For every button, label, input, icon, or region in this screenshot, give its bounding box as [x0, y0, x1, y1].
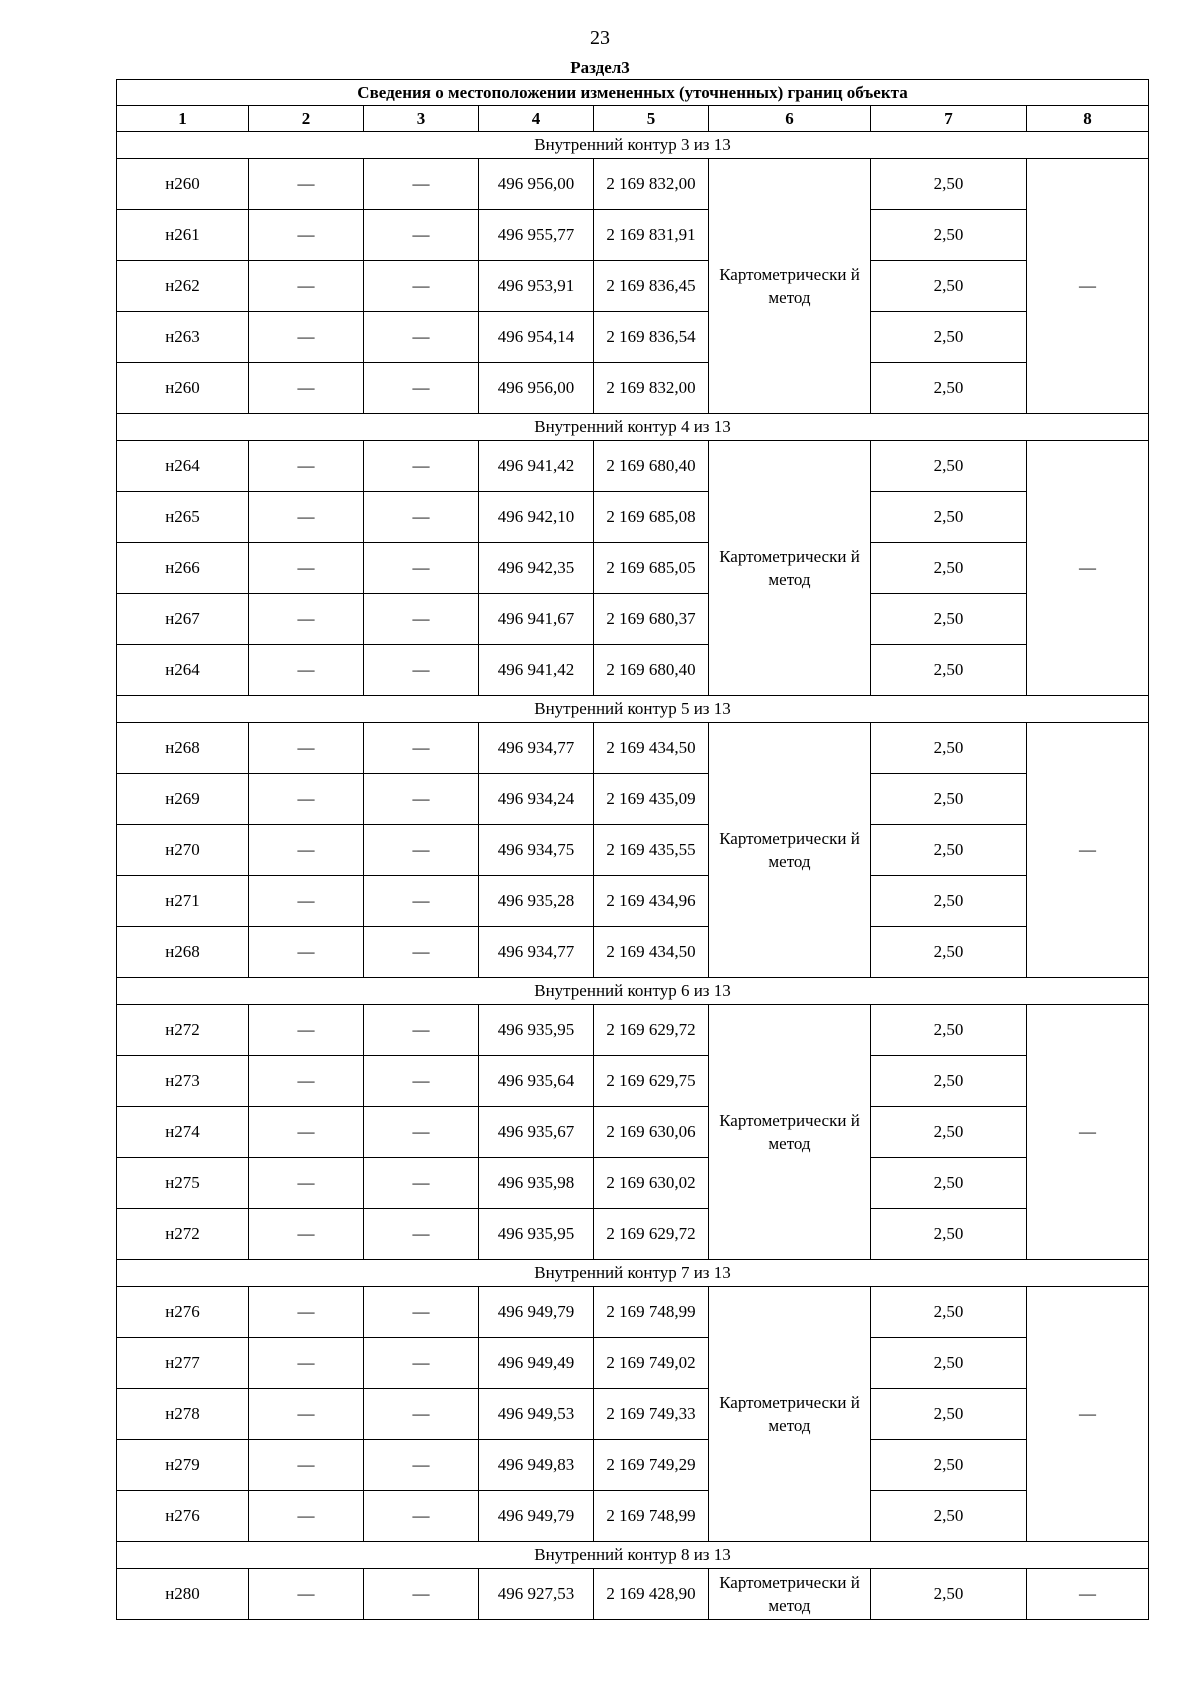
contour-header-row: [117, 132, 1149, 159]
column-3-cell: —: [364, 261, 479, 312]
y-coordinate-cell: 2 169 434,96: [594, 876, 709, 927]
y-coordinate-cell: 2 169 680,40: [594, 645, 709, 696]
column-2-cell: —: [249, 363, 364, 414]
column-2-cell: —: [249, 492, 364, 543]
column-3-cell: —: [364, 825, 479, 876]
table-row: [117, 1569, 1149, 1620]
accuracy-cell: 2,50: [871, 645, 1027, 696]
x-coordinate-cell: 496 942,35: [479, 543, 594, 594]
y-coordinate-cell: 2 169 428,90: [594, 1569, 709, 1620]
x-coordinate-cell: 496 955,77: [479, 210, 594, 261]
table-row: [117, 543, 1149, 594]
y-coordinate-cell: 2 169 629,72: [594, 1209, 709, 1260]
column-8-cell: —: [1027, 441, 1149, 696]
column-2-cell: —: [249, 543, 364, 594]
y-coordinate-cell: 2 169 685,08: [594, 492, 709, 543]
point-name-cell: н269: [117, 774, 249, 825]
point-name-cell: н276: [117, 1491, 249, 1542]
accuracy-cell: 2,50: [871, 1056, 1027, 1107]
y-coordinate-cell: 2 169 831,91: [594, 210, 709, 261]
point-name-cell: н260: [117, 363, 249, 414]
table-row: [117, 441, 1149, 492]
contour-label: Внутренний контур 8 из 13: [117, 1542, 1149, 1569]
column-2-cell: —: [249, 1389, 364, 1440]
column-3-cell: —: [364, 594, 479, 645]
x-coordinate-cell: 496 935,28: [479, 876, 594, 927]
y-coordinate-cell: 2 169 680,40: [594, 441, 709, 492]
y-coordinate-cell: 2 169 832,00: [594, 363, 709, 414]
y-coordinate-cell: 2 169 629,72: [594, 1005, 709, 1056]
column-number-row: [117, 106, 1149, 132]
contour-header-row: [117, 978, 1149, 1005]
x-coordinate-cell: 496 953,91: [479, 261, 594, 312]
x-coordinate-cell: 496 941,67: [479, 594, 594, 645]
x-coordinate-cell: 496 934,24: [479, 774, 594, 825]
x-coordinate-cell: 496 934,75: [479, 825, 594, 876]
table-row: [117, 1107, 1149, 1158]
point-name-cell: н279: [117, 1440, 249, 1491]
contour-label: Внутренний контур 6 из 13: [117, 978, 1149, 1005]
y-coordinate-cell: 2 169 836,45: [594, 261, 709, 312]
x-coordinate-cell: 496 935,95: [479, 1005, 594, 1056]
table-row: [117, 312, 1149, 363]
table-row: [117, 1005, 1149, 1056]
accuracy-cell: 2,50: [871, 1209, 1027, 1260]
x-coordinate-cell: 496 941,42: [479, 645, 594, 696]
x-coordinate-cell: 496 949,79: [479, 1491, 594, 1542]
accuracy-cell: 2,50: [871, 210, 1027, 261]
method-cell: Картометрически й метод: [709, 1287, 871, 1542]
column-3-cell: —: [364, 159, 479, 210]
column-2-cell: —: [249, 774, 364, 825]
column-2-cell: —: [249, 1287, 364, 1338]
column-3-cell: —: [364, 1005, 479, 1056]
point-name-cell: н277: [117, 1338, 249, 1389]
column-3-cell: —: [364, 876, 479, 927]
column-2-cell: —: [249, 312, 364, 363]
contour-label: Внутренний контур 5 из 13: [117, 696, 1149, 723]
contour-header-row: [117, 1542, 1149, 1569]
accuracy-cell: 2,50: [871, 261, 1027, 312]
y-coordinate-cell: 2 169 749,33: [594, 1389, 709, 1440]
x-coordinate-cell: 496 949,49: [479, 1338, 594, 1389]
point-name-cell: н268: [117, 927, 249, 978]
point-name-cell: н260: [117, 159, 249, 210]
column-8-cell: —: [1027, 1005, 1149, 1260]
accuracy-cell: 2,50: [871, 1569, 1027, 1620]
column-3-cell: —: [364, 1209, 479, 1260]
table-row: [117, 876, 1149, 927]
column-3-cell: —: [364, 774, 479, 825]
x-coordinate-cell: 496 935,67: [479, 1107, 594, 1158]
table-row: [117, 1287, 1149, 1338]
point-name-cell: н272: [117, 1005, 249, 1056]
point-name-cell: н274: [117, 1107, 249, 1158]
point-name-cell: н263: [117, 312, 249, 363]
column-2-cell: —: [249, 261, 364, 312]
accuracy-cell: 2,50: [871, 774, 1027, 825]
point-name-cell: н264: [117, 441, 249, 492]
point-name-cell: н266: [117, 543, 249, 594]
column-3-cell: —: [364, 1338, 479, 1389]
x-coordinate-cell: 496 949,53: [479, 1389, 594, 1440]
y-coordinate-cell: 2 169 435,55: [594, 825, 709, 876]
accuracy-cell: 2,50: [871, 1107, 1027, 1158]
y-coordinate-cell: 2 169 748,99: [594, 1491, 709, 1542]
y-coordinate-cell: 2 169 434,50: [594, 927, 709, 978]
table-row: [117, 825, 1149, 876]
x-coordinate-cell: 496 954,14: [479, 312, 594, 363]
column-3-cell: —: [364, 927, 479, 978]
column-number: 8: [1027, 106, 1149, 132]
x-coordinate-cell: 496 949,83: [479, 1440, 594, 1491]
point-name-cell: н267: [117, 594, 249, 645]
accuracy-cell: 2,50: [871, 825, 1027, 876]
column-2-cell: —: [249, 1107, 364, 1158]
x-coordinate-cell: 496 956,00: [479, 363, 594, 414]
point-name-cell: н275: [117, 1158, 249, 1209]
x-coordinate-cell: 496 941,42: [479, 441, 594, 492]
y-coordinate-cell: 2 169 749,02: [594, 1338, 709, 1389]
column-2-cell: —: [249, 825, 364, 876]
column-2-cell: —: [249, 441, 364, 492]
x-coordinate-cell: 496 935,64: [479, 1056, 594, 1107]
column-3-cell: —: [364, 723, 479, 774]
column-2-cell: —: [249, 723, 364, 774]
table-row: [117, 1491, 1149, 1542]
column-3-cell: —: [364, 1056, 479, 1107]
table-row: [117, 1440, 1149, 1491]
point-name-cell: н272: [117, 1209, 249, 1260]
column-3-cell: —: [364, 1389, 479, 1440]
point-name-cell: н273: [117, 1056, 249, 1107]
table-row: [117, 723, 1149, 774]
x-coordinate-cell: 496 934,77: [479, 723, 594, 774]
point-name-cell: н264: [117, 645, 249, 696]
column-2-cell: —: [249, 1158, 364, 1209]
column-3-cell: —: [364, 210, 479, 261]
column-3-cell: —: [364, 1491, 479, 1542]
column-3-cell: —: [364, 1287, 479, 1338]
accuracy-cell: 2,50: [871, 1338, 1027, 1389]
coordinates-table: [116, 79, 1149, 1620]
column-3-cell: —: [364, 1569, 479, 1620]
column-number: 4: [479, 106, 594, 132]
column-3-cell: —: [364, 312, 479, 363]
x-coordinate-cell: 496 927,53: [479, 1569, 594, 1620]
column-2-cell: —: [249, 1569, 364, 1620]
x-coordinate-cell: 496 935,98: [479, 1158, 594, 1209]
column-number: 1: [117, 106, 249, 132]
accuracy-cell: 2,50: [871, 543, 1027, 594]
contour-label: Внутренний контур 7 из 13: [117, 1260, 1149, 1287]
y-coordinate-cell: 2 169 836,54: [594, 312, 709, 363]
point-name-cell: н261: [117, 210, 249, 261]
table-row: [117, 774, 1149, 825]
y-coordinate-cell: 2 169 832,00: [594, 159, 709, 210]
column-2-cell: —: [249, 1338, 364, 1389]
point-name-cell: н271: [117, 876, 249, 927]
column-2-cell: —: [249, 594, 364, 645]
accuracy-cell: 2,50: [871, 876, 1027, 927]
accuracy-cell: 2,50: [871, 927, 1027, 978]
column-number: 2: [249, 106, 364, 132]
column-8-cell: —: [1027, 723, 1149, 978]
column-3-cell: —: [364, 1440, 479, 1491]
contour-header-row: [117, 414, 1149, 441]
y-coordinate-cell: 2 169 435,09: [594, 774, 709, 825]
method-cell: Картометрически й метод: [709, 1569, 871, 1620]
point-name-cell: н278: [117, 1389, 249, 1440]
table-row: [117, 210, 1149, 261]
section-title: Раздел3: [570, 58, 630, 77]
column-2-cell: —: [249, 1005, 364, 1056]
accuracy-cell: 2,50: [871, 1491, 1027, 1542]
table-row: [117, 1209, 1149, 1260]
x-coordinate-cell: 496 956,00: [479, 159, 594, 210]
method-cell: Картометрически й метод: [709, 159, 871, 414]
column-2-cell: —: [249, 1491, 364, 1542]
table-row: [117, 927, 1149, 978]
table-caption: Сведения о местоположении измененных (уточненных) границ объекта: [117, 80, 1149, 106]
table-row: [117, 1056, 1149, 1107]
accuracy-cell: 2,50: [871, 363, 1027, 414]
accuracy-cell: 2,50: [871, 1005, 1027, 1056]
table-row: [117, 1158, 1149, 1209]
accuracy-cell: 2,50: [871, 1158, 1027, 1209]
table-row: [117, 594, 1149, 645]
table-row: [117, 1389, 1149, 1440]
accuracy-cell: 2,50: [871, 594, 1027, 645]
column-8-cell: —: [1027, 159, 1149, 414]
accuracy-cell: 2,50: [871, 1440, 1027, 1491]
table-row: [117, 159, 1149, 210]
table-row: [117, 1338, 1149, 1389]
table-row: [117, 645, 1149, 696]
method-cell: Картометрически й метод: [709, 723, 871, 978]
accuracy-cell: 2,50: [871, 441, 1027, 492]
column-3-cell: —: [364, 492, 479, 543]
column-3-cell: —: [364, 441, 479, 492]
y-coordinate-cell: 2 169 629,75: [594, 1056, 709, 1107]
point-name-cell: н268: [117, 723, 249, 774]
x-coordinate-cell: 496 949,79: [479, 1287, 594, 1338]
page-number: 23: [590, 27, 610, 49]
point-name-cell: н265: [117, 492, 249, 543]
column-3-cell: —: [364, 543, 479, 594]
column-3-cell: —: [364, 645, 479, 696]
column-8-cell: —: [1027, 1287, 1149, 1542]
column-2-cell: —: [249, 876, 364, 927]
method-cell: Картометрически й метод: [709, 1005, 871, 1260]
accuracy-cell: 2,50: [871, 159, 1027, 210]
column-3-cell: —: [364, 1158, 479, 1209]
column-3-cell: —: [364, 363, 479, 414]
column-2-cell: —: [249, 210, 364, 261]
x-coordinate-cell: 496 942,10: [479, 492, 594, 543]
y-coordinate-cell: 2 169 434,50: [594, 723, 709, 774]
x-coordinate-cell: 496 934,77: [479, 927, 594, 978]
column-number: 3: [364, 106, 479, 132]
column-2-cell: —: [249, 1056, 364, 1107]
column-8-cell: —: [1027, 1569, 1149, 1620]
column-number: 6: [709, 106, 871, 132]
point-name-cell: н276: [117, 1287, 249, 1338]
accuracy-cell: 2,50: [871, 312, 1027, 363]
column-2-cell: —: [249, 1209, 364, 1260]
y-coordinate-cell: 2 169 680,37: [594, 594, 709, 645]
column-number: 5: [594, 106, 709, 132]
column-2-cell: —: [249, 645, 364, 696]
point-name-cell: н262: [117, 261, 249, 312]
accuracy-cell: 2,50: [871, 1287, 1027, 1338]
table-row: [117, 261, 1149, 312]
point-name-cell: н270: [117, 825, 249, 876]
contour-header-row: [117, 1260, 1149, 1287]
x-coordinate-cell: 496 935,95: [479, 1209, 594, 1260]
y-coordinate-cell: 2 169 630,02: [594, 1158, 709, 1209]
accuracy-cell: 2,50: [871, 1389, 1027, 1440]
column-2-cell: —: [249, 927, 364, 978]
column-number: 7: [871, 106, 1027, 132]
accuracy-cell: 2,50: [871, 492, 1027, 543]
contour-label: Внутренний контур 3 из 13: [117, 132, 1149, 159]
y-coordinate-cell: 2 169 748,99: [594, 1287, 709, 1338]
y-coordinate-cell: 2 169 630,06: [594, 1107, 709, 1158]
table-row: [117, 492, 1149, 543]
contour-label: Внутренний контур 4 из 13: [117, 414, 1149, 441]
column-2-cell: —: [249, 159, 364, 210]
method-cell: Картометрически й метод: [709, 441, 871, 696]
column-2-cell: —: [249, 1440, 364, 1491]
table-row: [117, 363, 1149, 414]
contour-header-row: [117, 696, 1149, 723]
y-coordinate-cell: 2 169 749,29: [594, 1440, 709, 1491]
column-3-cell: —: [364, 1107, 479, 1158]
point-name-cell: н280: [117, 1569, 249, 1620]
y-coordinate-cell: 2 169 685,05: [594, 543, 709, 594]
accuracy-cell: 2,50: [871, 723, 1027, 774]
